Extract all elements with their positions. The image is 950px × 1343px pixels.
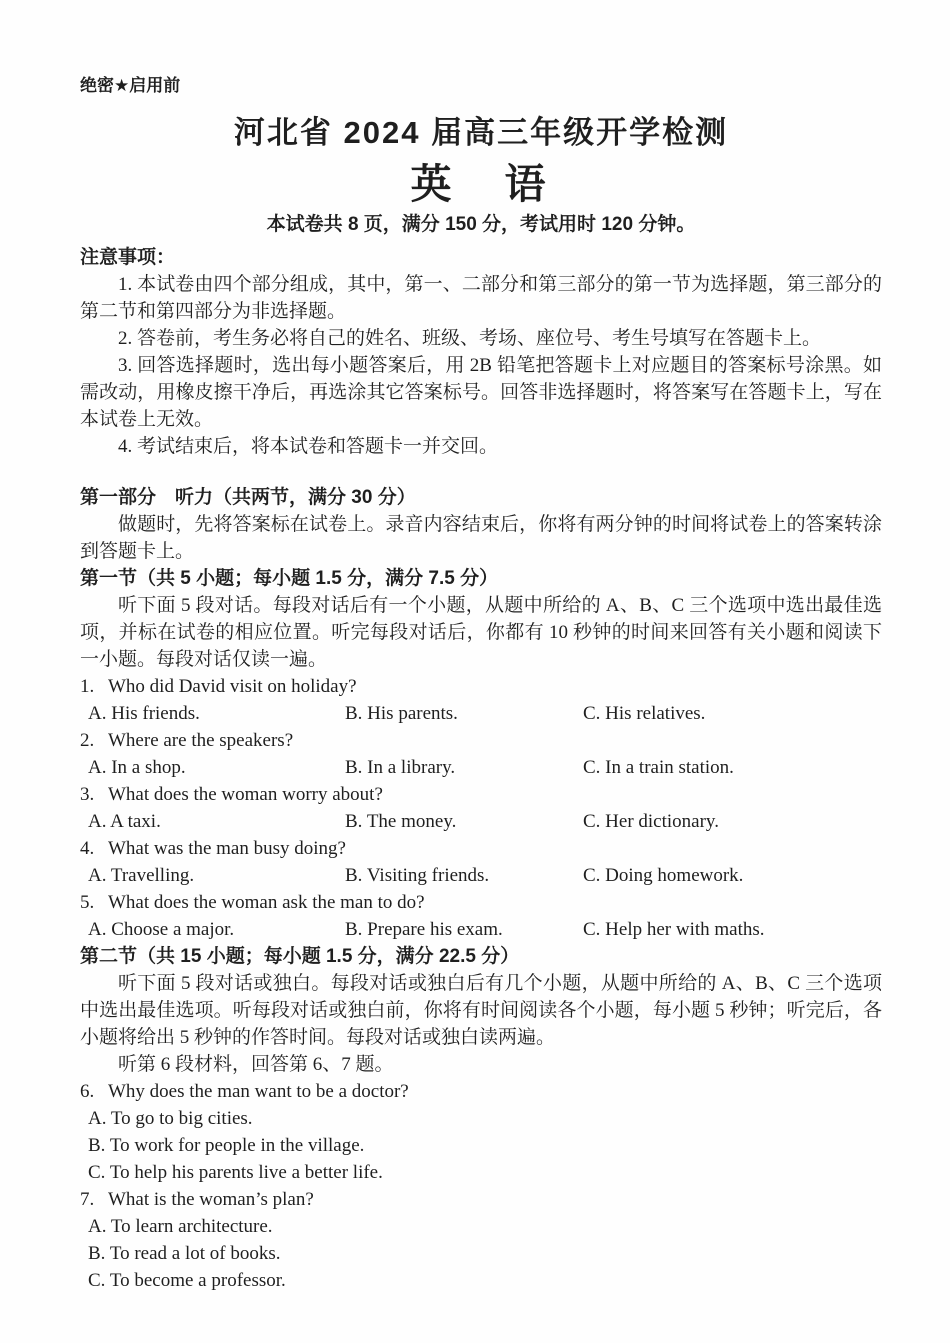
option-b: B. To read a lot of books. [88, 1243, 281, 1264]
option-a: A. Choose a major. [88, 919, 235, 940]
question-text: What does the woman worry about? [108, 784, 383, 805]
question-5 [80, 889, 882, 943]
notice-item-3: 3. 回答选择题时，选出每小题答案后，用 2B 铅笔把答题卡上对应题目的答案标号涂黑。如需改动，用橡皮擦干净后，再选涂其它答案标号。回答非选择题时，将答案写在答题卡上，写在本试卷上无效。 [80, 355, 882, 430]
question-4 [80, 835, 882, 889]
section1-intro: 听下面 5 段对话。每段对话后有一个小题，从题中所给的 A、B、C 三个选项中选出最佳选项，并标在试卷的相应位置。听完每段对话后，你都有 10 秒钟的时间来回答有关小题和阅读下一小题。每段对话仅读一遍。 [80, 595, 882, 670]
question-text: Why does the man want to be a doctor? [108, 1081, 409, 1102]
notice-item-4: 4. 考试结束后，将本试卷和答题卡一并交回。 [118, 436, 499, 457]
option-b: B. His parents. [345, 703, 458, 724]
question-2 [80, 727, 882, 781]
option-c: C. Her dictionary. [583, 811, 719, 832]
option-a: A. Travelling. [88, 865, 195, 886]
option-c: C. To help his parents live a better life. [88, 1162, 383, 1183]
exam-info-line: 本试卷共 8 页，满分 150 分，考试用时 120 分钟。 [266, 214, 696, 235]
option-c: C. In a train station. [583, 757, 734, 778]
question-number: 1. [80, 676, 95, 697]
notices-heading: 注意事项： [80, 247, 176, 268]
option-c: C. Help her with maths. [583, 919, 765, 940]
option-c: C. Doing homework. [583, 865, 744, 886]
question-3 [80, 781, 882, 835]
option-a: A. To learn architecture. [88, 1216, 273, 1237]
option-c: C. To become a professor. [88, 1270, 286, 1291]
option-b: B. To work for people in the village. [88, 1135, 365, 1156]
option-a: A. His friends. [88, 703, 200, 724]
question-7 [80, 1186, 882, 1294]
exam-title: 河北省 2024 届高三年级开学检测 [233, 115, 729, 150]
subject-title: 英 语 [410, 161, 552, 207]
option-b: B. In a library. [345, 757, 456, 778]
part1-heading: 第一部分 听力（共两节，满分 30 分） [80, 487, 416, 508]
option-b: B. Prepare his exam. [345, 919, 503, 940]
option-b: B. Visiting friends. [345, 865, 490, 886]
question-6 [80, 1078, 882, 1186]
option-a: A. To go to big cities. [88, 1108, 253, 1129]
question-number: 2. [80, 730, 95, 751]
section2-intro: 听下面 5 段对话或独白。每段对话或独白后有几个小题，从题中所给的 A、B、C 三个选项中选出最佳选项。听每段对话或独白前，你将有时间阅读各个小题，每小题 5 秒钟；听完后，各小题将给出 5 秒钟的作答时间。每段对话或独白读两遍。 [80, 973, 882, 1048]
section1-heading: 第一节（共 5 小题；每小题 1.5 分，满分 7.5 分） [80, 568, 499, 589]
option-b: B. The money. [345, 811, 457, 832]
question-number: 5. [80, 892, 95, 913]
question-number: 6. [80, 1081, 95, 1102]
security-label: 绝密★启用前 [80, 76, 181, 95]
part1-intro: 做题时，先将答案标在试卷上。录音内容结束后，你将有两分钟的时间将试卷上的答案转涂到答题卡上。 [80, 514, 882, 562]
question-text: What is the woman’s plan? [108, 1189, 314, 1210]
question-text: What was the man busy doing? [108, 838, 346, 859]
question-number: 4. [80, 838, 95, 859]
question-number: 7. [80, 1189, 95, 1210]
notice-item-2: 2. 答卷前，考生务必将自己的姓名、班级、考场、座位号、考生号填写在答题卡上。 [118, 328, 822, 349]
question-1 [80, 673, 882, 727]
question-number: 3. [80, 784, 95, 805]
question-text: Who did David visit on holiday? [108, 676, 357, 697]
question-text: What does the woman ask the man to do? [108, 892, 425, 913]
option-a: A. A taxi. [88, 811, 161, 832]
question-text: Where are the speakers? [108, 730, 294, 751]
option-c: C. His relatives. [583, 703, 706, 724]
section2-heading: 第二节（共 15 小题；每小题 1.5 分，满分 22.5 分） [80, 946, 520, 967]
option-a: A. In a shop. [88, 757, 186, 778]
section2-material-note: 听第 6 段材料，回答第 6、7 题。 [118, 1054, 394, 1075]
notice-item-1: 1. 本试卷由四个部分组成，其中，第一、二部分和第三部分的第一节为选择题，第三部分的第二节和第四部分为非选择题。 [80, 274, 882, 322]
